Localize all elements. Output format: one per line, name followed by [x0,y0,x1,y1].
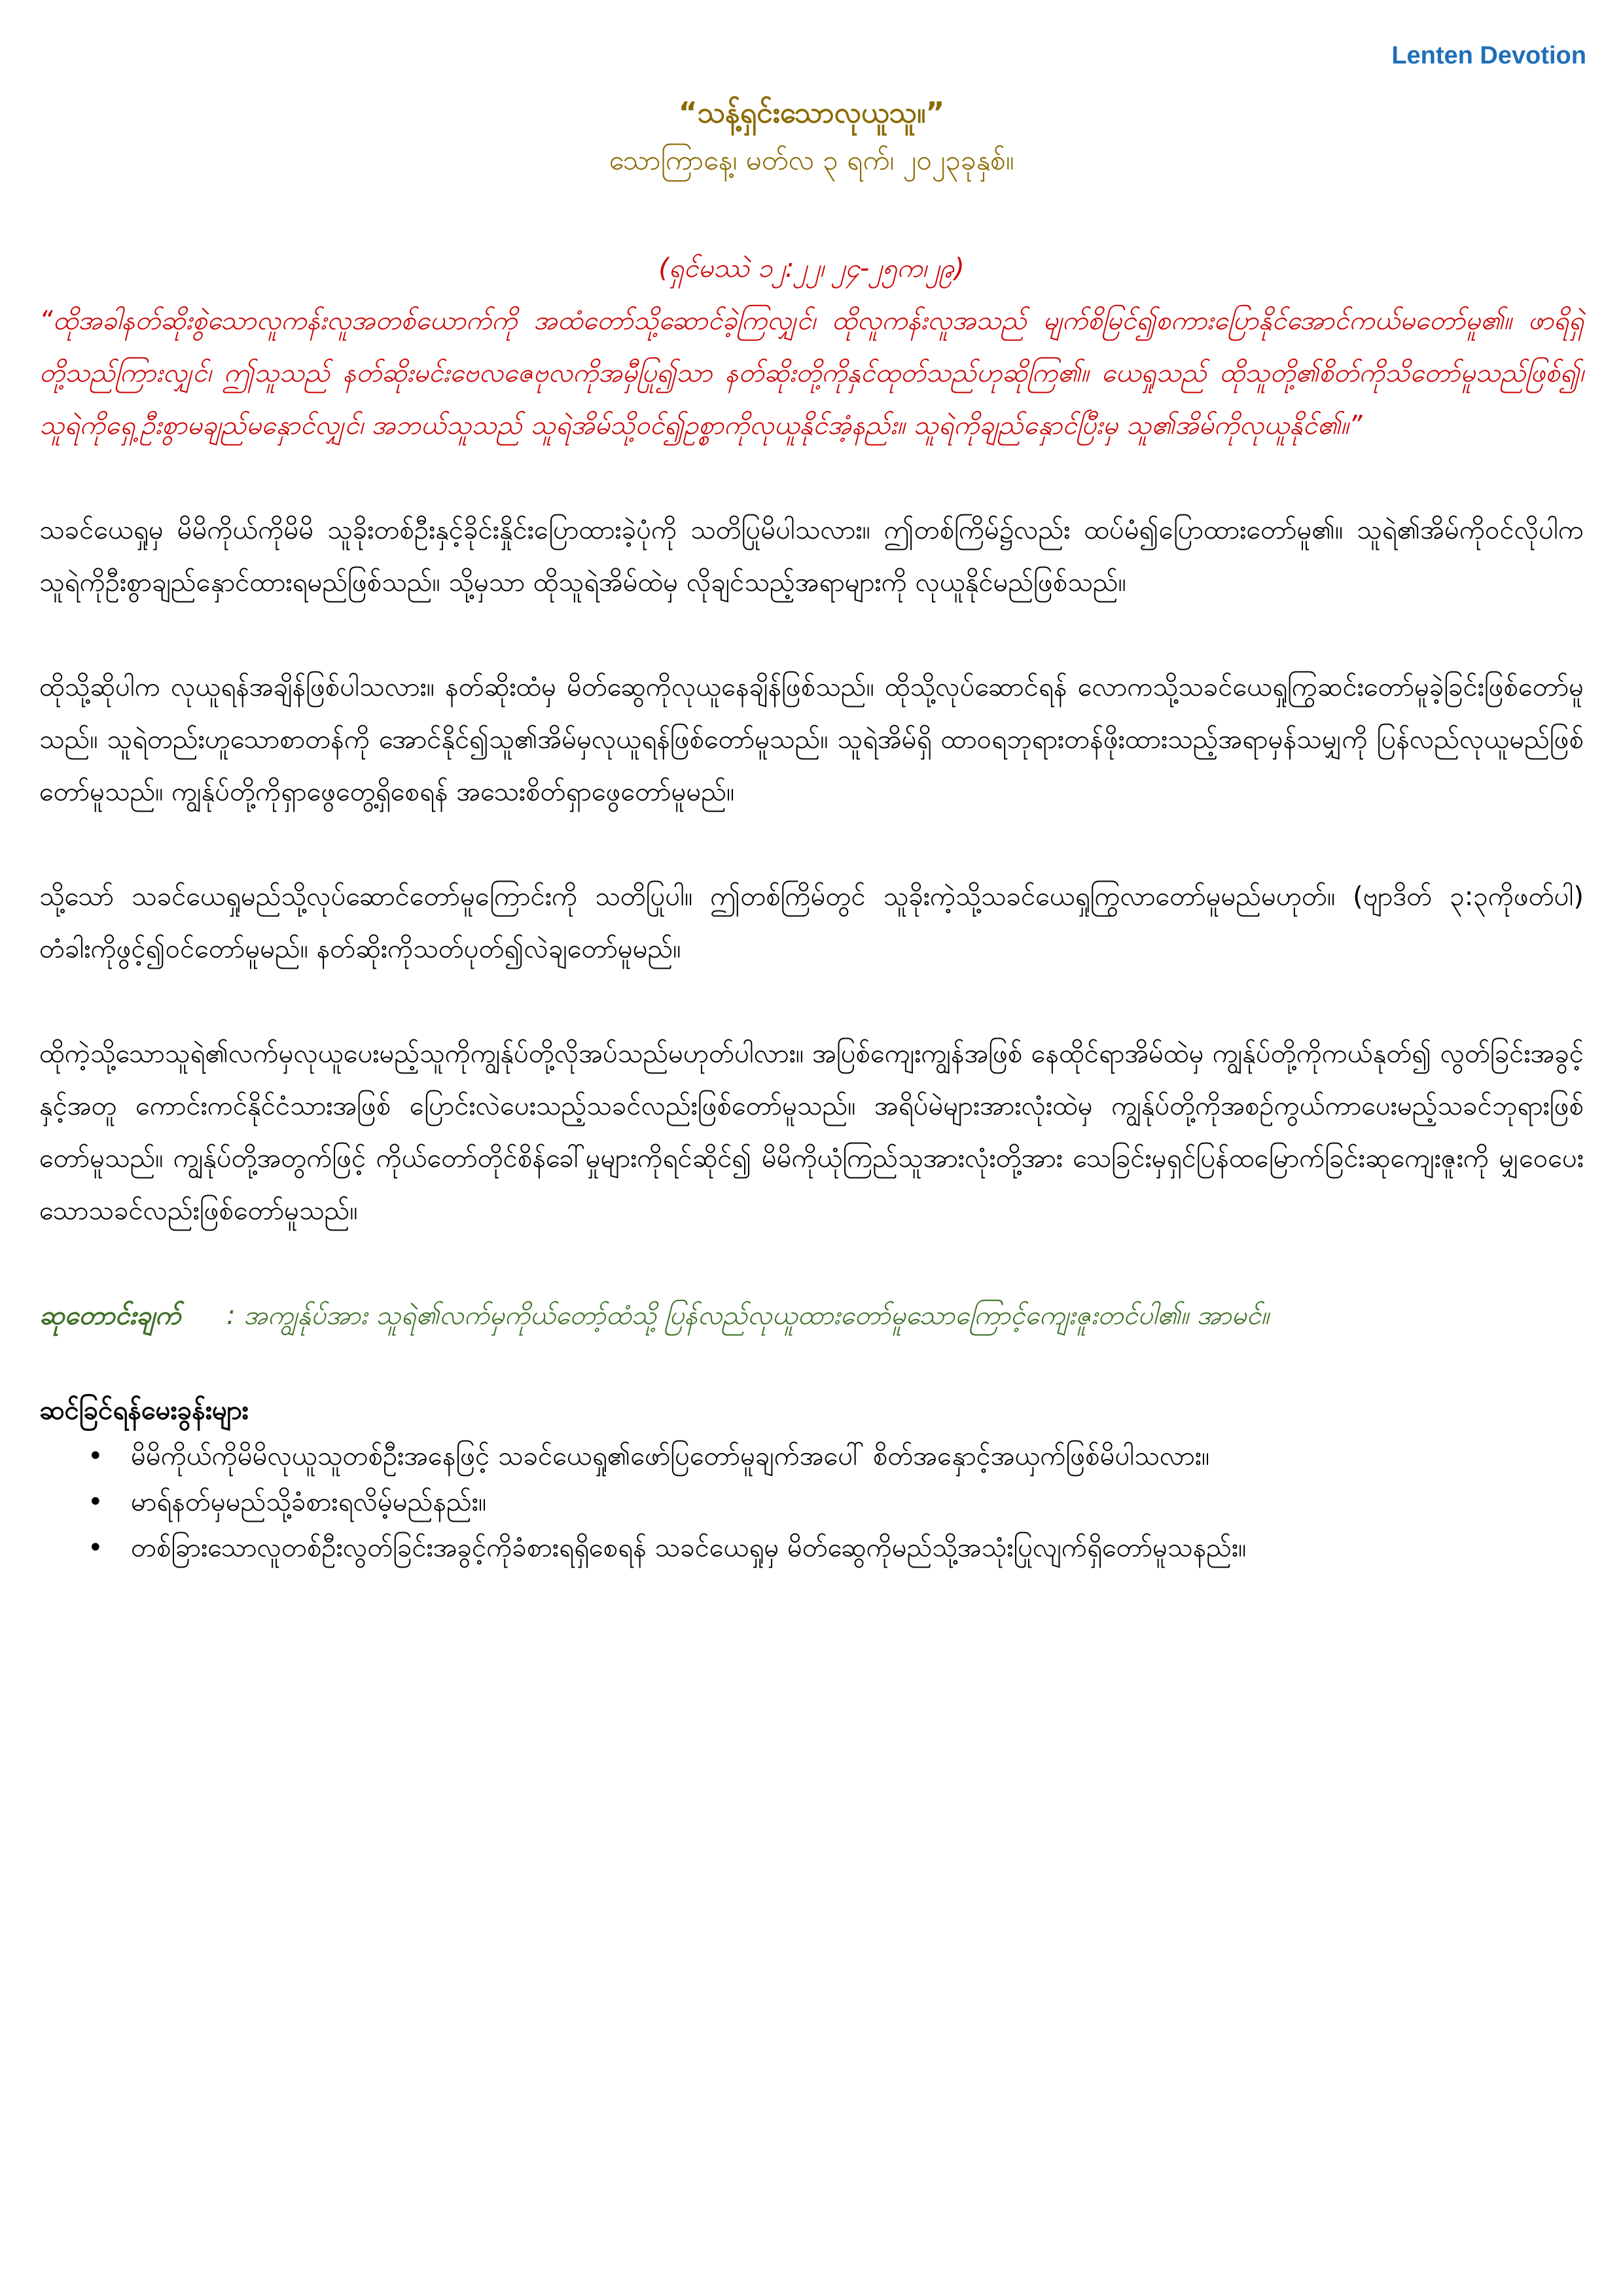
title-block [0,92,1623,182]
paragraph-4: ထိုကဲ့သို့သောသူရဲ၏လက်မှလုယူပေးမည့်သူကိုကျွန်ုပ်တို့လိုအပ်သည်မဟုတ်ပါလား။ အပြစ်ကျေးကျွန်အဖြစ် နေထိုင်ရာအိမ်ထဲမှ ကျွန်ုပ်တို့ကိုကယ်နုတ်၍ လွတ်ခြင်းအခွင့်နှင့်အတူ ကောင်းကင်နိုင်ငံသားအဖြစ် ပြောင်းလဲပေးသည့်သခင်လည်းဖြစ်တော်မူသည်။ အရိပ်မဲများအားလုံးထဲမှ ကျွန်ုပ်တို့ကိုအစဉ်ကွယ်ကာပေးမည့်သခင်ဘုရားဖြစ်တော်မူသည်။ ကျွန်ုပ်တို့အတွက်ဖြင့် ကိုယ်တော်တိုင်စိန်ခေါ်မှုများကိုရင်ဆိုင်၍ မိမိကိုယုံကြည်သူအားလုံးတို့အား သေခြင်းမှရှင်ပြန်ထမြောက်ခြင်းဆုကျေးဇူးကို မျှဝေပေးသောသခင်လည်းဖြစ်တော်မူသည်။ [39,1039,1584,1226]
questions-list [39,1433,1584,1571]
scripture-text: “ထိုအခါနတ်ဆိုးစွဲသောလူကန်းလူအတစ်ယောက်ကို အထံတော်သို့ဆောင်ခဲ့ကြလျှင်၊ ထိုလူကန်းလူအသည် မျက်စိမြင်၍စကားပြောနိုင်အောင်ကယ်မတော်မူ၏။ ဖာရိရှဲတို့သည်ကြားလျှင်၊ ဤသူသည် နတ်ဆိုးမင်းဗေလဇေဗုလကိုအမှီပြု၍သာ နတ်ဆိုးတို့ကိုနှင်ထုတ်သည်ဟုဆိုကြ၏။ ယေရှုသည် ထိုသူတို့၏စိတ်ကိုသိတော်မူသည်ဖြစ်၍၊ သူရဲကိုရှေ့ဦးစွာမချည်မနှောင်လျှင်၊ အဘယ်သူသည် သူရဲအိမ်သို့ဝင်၍ဥစ္စာကိုလုယူနိုင်အံ့နည်း။ သူရဲကိုချည်နှောင်ပြီးမှ သူ၏အိမ်ကိုလုယူနိုင်၏။” [39,306,1584,440]
questions-title: ဆင်ခြင်ရန်မေးခွန်းများ [39,1395,249,1426]
question-text: တစ်ခြားသောလူတစ်ဦးလွတ်ခြင်းအခွင့်ကိုခံစားရရှိစေရန် သခင်ယေရှုမှ မိတ်ဆွေကိုမည်သို့အသုံးပြုလျက်ရှိတော်မူသနည်း။ [131,1533,1247,1563]
bullet-icon: • [88,1533,103,1563]
reflection-questions [39,1388,1584,1571]
question-item [88,1525,1584,1571]
header-tag: Lenten Devotion [1391,42,1586,69]
bullet-icon: • [88,1441,103,1471]
paragraph-1: သခင်ယေရှုမှ မိမိကိုယ်ကိုမိမိ သူခိုးတစ်ဦးနှင့်ခိုင်းနှိုင်းပြောထားခဲ့ပုံကို သတိပြုမိပါသလား။ ဤတစ်ကြိမ်၌လည်း ထပ်မံ၍ပြောထားတော်မူ၏။ သူရဲ၏အိမ်ကိုဝင်လိုပါက သူရဲကိုဦးစွာချည်နှောင်ထားရမည်ဖြစ်သည်။ သို့မှသာ ထိုသူရဲအိမ်ထဲမှ လိုချင်သည့်အရာများကို လုယူနိုင်မည်ဖြစ်သည်။ [39,515,1584,598]
prayer-block [39,1289,1584,1342]
bullet-icon: • [88,1487,103,1517]
question-item [88,1433,1584,1479]
scripture-reference: (ရှင်မဿဲ ၁၂:၂၂၊ ၂၄-၂၅က၊၂၉) [658,253,965,283]
prayer-label: ဆုတောင်းချက် [39,1300,181,1331]
question-text: မိမိကိုယ်ကိုမိမိလုယူသူတစ်ဦးအနေဖြင့် သခင်ယေရှု၏ဖော်ပြတော်မူချက်အပေါ် စိတ်အနှောင့်အယှက်ဖြစ်မိပါသလား။ [131,1441,1210,1471]
question-item [88,1479,1584,1525]
main-content [39,242,1584,1571]
question-text: မာရ်နတ်မှမည်သို့ခံစားရလိမ့်မည်နည်း။ [131,1487,487,1517]
paragraph-2: ထိုသို့ဆိုပါက လုယူရန်အချိန်ဖြစ်ပါသလား။ နတ်ဆိုးထံမှ မိတ်ဆွေကိုလုယူနေချိန်ဖြစ်သည်။ ထိုသို့လုပ်ဆောင်ရန် လောကသို့သခင်ယေရှုကြွဆင်းတော်မူခဲ့ခြင်းဖြစ်တော်မူသည်။ သူရဲတည်းဟူသောစာတန်ကို အောင်နိုင်၍သူ၏အိမ်မှလုယူရန်ဖြစ်တော်မူသည်။ သူရဲအိမ်ရှိ ထာဝရဘုရားတန်ဖိုးထားသည့်အရာမှန်သမျှကို ပြန်လည်လုယူမည်ဖြစ်တော်မူသည်။ ကျွန်ုပ်တို့ကိုရှာဖွေတွေ့ရှိစေရန် အသေးစိတ်ရှာဖွေတော်မူမည်။ [39,672,1584,807]
paragraph-3: သို့သော် သခင်ယေရှုမည်သို့လုပ်ဆောင်တော်မူကြောင်းကို သတိပြုပါ။ ဤတစ်ကြိမ်တွင် သူခိုးကဲ့သို့သခင်ယေရှုကြွလာတော်မူမည်မဟုတ်။ (ဗျာဒိတ် ၃:၃ကိုဖတ်ပါ) တံခါးကိုဖွင့်၍ဝင်တော်မူမည်။ နတ်ဆိုးကိုသတ်ပုတ်၍လဲချတော်မူမည်။ [39,882,1584,964]
devotion-date: သောကြာနေ့၊ မတ်လ ၃ ရက်၊ ၂၀၂၃ခုနှစ်။ [609,144,1014,176]
devotion-title: “သန့်ရှင်းသောလုယူသူ။” [678,96,945,130]
scripture-block [39,242,1584,452]
prayer-text: : အကျွန်ုပ်အား သူရဲ၏လက်မှကိုယ်တော့်ထံသို့ ပြန်လည်လုယူထားတော်မူသောကြောင့်ကျေးဇူးတင်ပါ၏။ အာမင်။ [226,1300,1270,1331]
